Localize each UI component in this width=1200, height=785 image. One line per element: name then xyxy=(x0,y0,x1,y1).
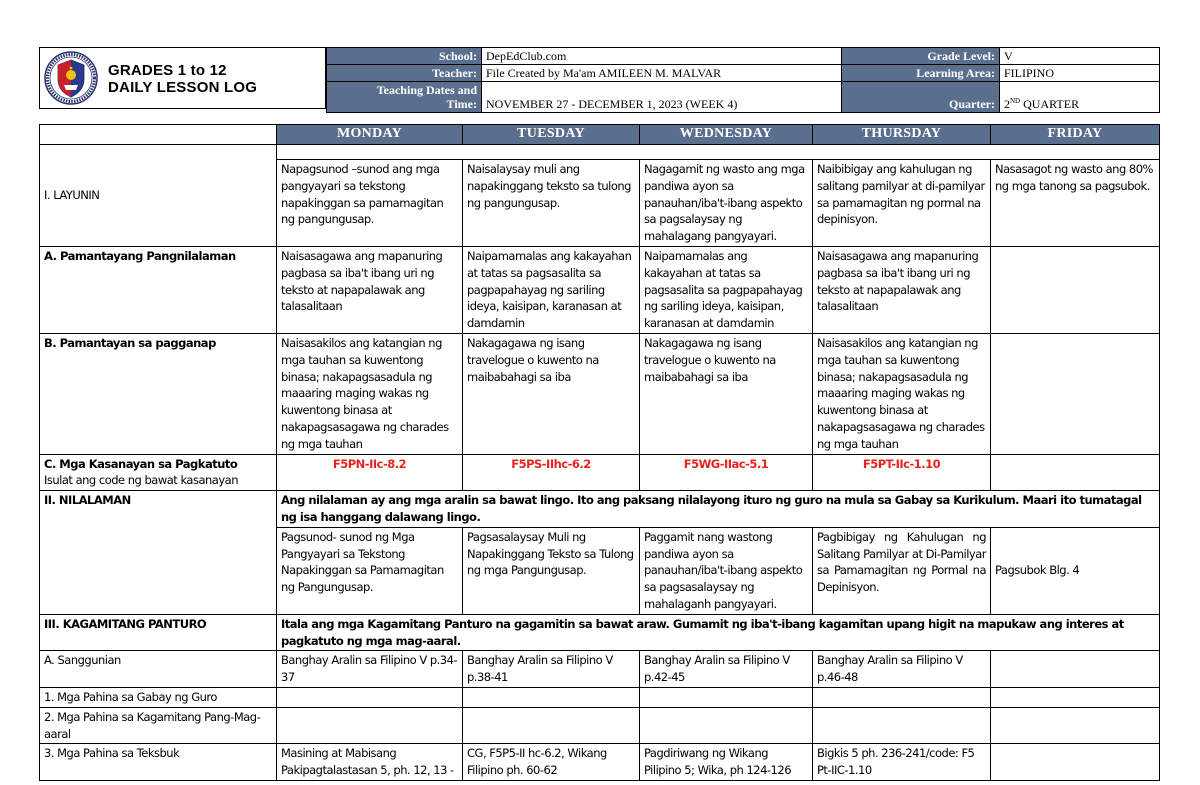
deped-seal-icon xyxy=(44,51,98,105)
kasanayan-code-friday xyxy=(991,454,1160,491)
document-title xyxy=(108,62,257,96)
quarter-number: 2 xyxy=(1004,97,1010,111)
kasanayan-code-tuesday: F5PS-IIhc-6.2 xyxy=(463,454,640,491)
header-title-box xyxy=(39,47,326,109)
grade-level-value: V xyxy=(1000,48,1160,65)
kasanayan-label: C. Mga Kasanayan sa Pagkatuto xyxy=(44,456,238,471)
gabay-friday xyxy=(991,687,1160,707)
learning-area-value: FILIPINO xyxy=(1000,65,1160,82)
day-header-row xyxy=(40,125,1160,145)
teaching-dates-value: NOVEMBER 27 - DECEMBER 1, 2023 (WEEK 4) xyxy=(482,82,842,113)
row-label-teksbuk: 3. Mga Pahina sa Teksbuk xyxy=(40,744,277,781)
pagganap-row xyxy=(40,333,1160,454)
kasanayan-row xyxy=(40,454,1160,491)
pangnilalaman-wednesday: Naipamamalas ang kakayahan at tatas sa pagsasalita sa pagpapahayag ng sariling ideya, kaisipan, karanasan at damdamin xyxy=(640,246,813,333)
row-label-kagamitan-pang: 2. Mga Pahina sa Kagamitang Pang-Mag-aaral xyxy=(40,707,277,744)
kasanayan-code-thursday: F5PT-IIc-1.10 xyxy=(813,454,991,491)
pagganap-thursday: Naisasakilos ang katangian ng mga tauhan sa kuwentong binasa; nakapagsasadula ng maaaring maging wakas ng kuwentong binasa at nakapagsasagawa ng charades ng mga tauhan xyxy=(813,333,991,454)
nilalaman-tuesday: Pagsasalaysay Muli ng Napakinggang Teksto sa Tulong ng mga Pangungusap. xyxy=(463,527,640,614)
pangnilalaman-row xyxy=(40,246,1160,333)
row-label-gabay: 1. Mga Pahina sa Gabay ng Guro xyxy=(40,687,277,707)
sanggunian-monday: Banghay Aralin sa Filipino V p.34-37 xyxy=(277,651,463,688)
day-header-thursday: THURSDAY xyxy=(813,125,991,145)
teacher-value: File Created by Ma'am AMILEEN M. MALVAR xyxy=(482,65,842,82)
sanggunian-wednesday: Banghay Aralin sa Filipino V p.42-45 xyxy=(640,651,813,688)
nilalaman-note-row xyxy=(40,491,1160,528)
row-label-kagamitan: III. KAGAMITANG PANTURO xyxy=(40,614,277,651)
pagganap-friday xyxy=(991,333,1160,454)
header-info-table xyxy=(326,47,1160,113)
row-label-kasanayan xyxy=(40,454,277,491)
nilalaman-thursday: Pagbibigay ng Kahulugan ng Salitang Pamilyar at Di-Pamilyar sa Pamamagitan ng Pormal na Depinisyon. xyxy=(813,527,991,614)
spacer-row xyxy=(40,145,1160,160)
sanggunian-friday xyxy=(991,651,1160,688)
layunin-tuesday: Naisalaysay muli ang napakinggang teksto sa tulong ng pangungusap. xyxy=(463,160,640,247)
kagamitan-row xyxy=(40,614,1160,651)
sanggunian-row xyxy=(40,651,1160,688)
gabay-tuesday xyxy=(463,687,640,707)
row-label-nilalaman: II. NILALAMAN xyxy=(40,491,277,615)
day-header-friday: FRIDAY xyxy=(991,125,1160,145)
teksbuk-thursday: Bigkis 5 ph. 236-241/code: F5 Pt-IIC-1.10 xyxy=(813,744,991,781)
nilalaman-wednesday: Paggamit nang wastong pandiwa ayon sa panauhan/iba't-ibang aspekto sa pagsasalaysay ng mahalaganh pangyayari. xyxy=(640,527,813,614)
pagganap-monday: Naisasakilos ang katangian ng mga tauhan sa kuwentong binasa; nakapagsasadula ng maaaring maging wakas ng kuwentong binasa at nakapagsasagawa ng charades ng mga tauhan xyxy=(277,333,463,454)
nilalaman-note: Ang nilalaman ay ang mga aralin sa bawat lingo. Ito ang paksang nilalayong ituro ng guro na mula sa Gabay sa Kurikulum. Maari ito tumatagal ng isa hanggang dalawang lingo. xyxy=(277,491,1160,528)
kagamitan-pang-monday xyxy=(277,707,463,744)
teksbuk-friday xyxy=(991,744,1160,781)
kasanayan-code-wednesday: F5WG-IIac-5.1 xyxy=(640,454,813,491)
learning-area-label: Learning Area: xyxy=(842,65,1000,82)
row-label-sanggunian: A. Sanggunian xyxy=(40,651,277,688)
row-label-layunin: I. LAYUNIN xyxy=(40,145,277,247)
day-header-tuesday: TUESDAY xyxy=(463,125,640,145)
kagamitan-pang-thursday xyxy=(813,707,991,744)
pagganap-wednesday: Nakagagawa ng isang travelogue o kuwento na maibabahagi sa iba xyxy=(640,333,813,454)
layunin-thursday: Naibibigay ang kahulugan ng salitang pamilyar at di-pamilyar sa pamamagitan ng pormal na depinisyon. xyxy=(813,160,991,247)
nilalaman-monday: Pagsunod- sunod ng Mga Pangyayari sa Tekstong Napakinggan sa Pamamagitan ng Pangungusap. xyxy=(277,527,463,614)
kasanayan-code-monday: F5PN-IIc-8.2 xyxy=(277,454,463,491)
nilalaman-friday: Pagsubok Blg. 4 xyxy=(991,527,1160,614)
title-line-1: GRADES 1 to 12 xyxy=(108,62,227,79)
kagamitan-pang-row xyxy=(40,707,1160,744)
layunin-monday: Napagsunod –sunod ang mga pangyayari sa tekstong napakinggan sa pamamagitan ng pangungusap. xyxy=(277,160,463,247)
quarter-text: QUARTER xyxy=(1020,97,1080,111)
pangnilalaman-tuesday: Naipamamalas ang kakayahan at tatas sa pagsasalita sa pagpapahayag ng sariling ideya, kaisipan, karanasan at damdamin xyxy=(463,246,640,333)
kagamitan-pang-tuesday xyxy=(463,707,640,744)
teacher-label: Teacher: xyxy=(327,65,482,82)
row-label-pangnilalaman: A. Pamantayang Pangnilalaman xyxy=(40,246,277,333)
day-header-wednesday: WEDNESDAY xyxy=(640,125,813,145)
sanggunian-thursday: Banghay Aralin sa Filipino V p.46-48 xyxy=(813,651,991,688)
teksbuk-tuesday: CG, F5P5-II hc-6.2, Wikang Filipino ph. 60-62 xyxy=(463,744,640,781)
gabay-row xyxy=(40,687,1160,707)
teksbuk-row xyxy=(40,744,1160,781)
school-label: School: xyxy=(327,48,482,65)
quarter-ordinal: ND xyxy=(1010,97,1021,105)
quarter-value xyxy=(1000,82,1160,113)
gabay-wednesday xyxy=(640,687,813,707)
layunin-wednesday: Nagagamit ng wasto ang mga pandiwa ayon sa panauhan/iba't-ibang aspekto sa pagsalaysay ng mahalagang pangyayari. xyxy=(640,160,813,247)
pagganap-tuesday: Nakagagawa ng isang travelogue o kuwento na maibabahagi sa iba xyxy=(463,333,640,454)
teaching-dates-label xyxy=(327,82,482,113)
day-header-monday: MONDAY xyxy=(277,125,463,145)
teksbuk-wednesday: Pagdiriwang ng Wikang Pilipino 5; Wika, ph 124-126 xyxy=(640,744,813,781)
kagamitan-pang-wednesday xyxy=(640,707,813,744)
pangnilalaman-friday xyxy=(991,246,1160,333)
title-line-2: DAILY LESSON LOG xyxy=(108,79,258,96)
gabay-monday xyxy=(277,687,463,707)
gabay-thursday xyxy=(813,687,991,707)
teaching-dates-label-line-1: Teaching Dates and xyxy=(376,83,477,97)
pangnilalaman-monday: Naisasagawa ang mapanuring pagbasa sa iba't ibang uri ng teksto at napapalawak ang talasalitaan xyxy=(277,246,463,333)
spacer-cell xyxy=(277,145,1160,160)
layunin-friday: Nasasagot ng wasto ang 80% ng mga tanong sa pagsubok. xyxy=(991,160,1160,247)
school-value: DepEdClub.com xyxy=(482,48,842,65)
teksbuk-monday: Masining at Mabisang Pakipagtalastasan 5, ph. 12, 13 - xyxy=(277,744,463,781)
grade-level-label: Grade Level: xyxy=(842,48,1000,65)
pangnilalaman-thursday: Naisasagawa ang mapanuring pagbasa sa iba't ibang uri ng teksto at napapalawak ang talasalitaan xyxy=(813,246,991,333)
kagamitan-note: Itala ang mga Kagamitang Panturo na gagamitin sa bawat araw. Gumamit ng iba't-ibang kagamitan upang higit na mapukaw ang interes at pagkatuto ng mga mag-aaral. xyxy=(277,614,1160,651)
kagamitan-pang-friday xyxy=(991,707,1160,744)
corner-cell xyxy=(40,125,277,145)
row-label-pagganap: B. Pamantayan sa pagganap xyxy=(40,333,277,454)
teaching-dates-label-line-2: Time: xyxy=(446,97,477,111)
lesson-log-table xyxy=(39,124,1160,781)
sanggunian-tuesday: Banghay Aralin sa Filipino V p.38-41 xyxy=(463,651,640,688)
quarter-label: Quarter: xyxy=(842,82,1000,113)
kasanayan-sublabel: Isulat ang code ng bawat kasanayan xyxy=(44,473,238,488)
